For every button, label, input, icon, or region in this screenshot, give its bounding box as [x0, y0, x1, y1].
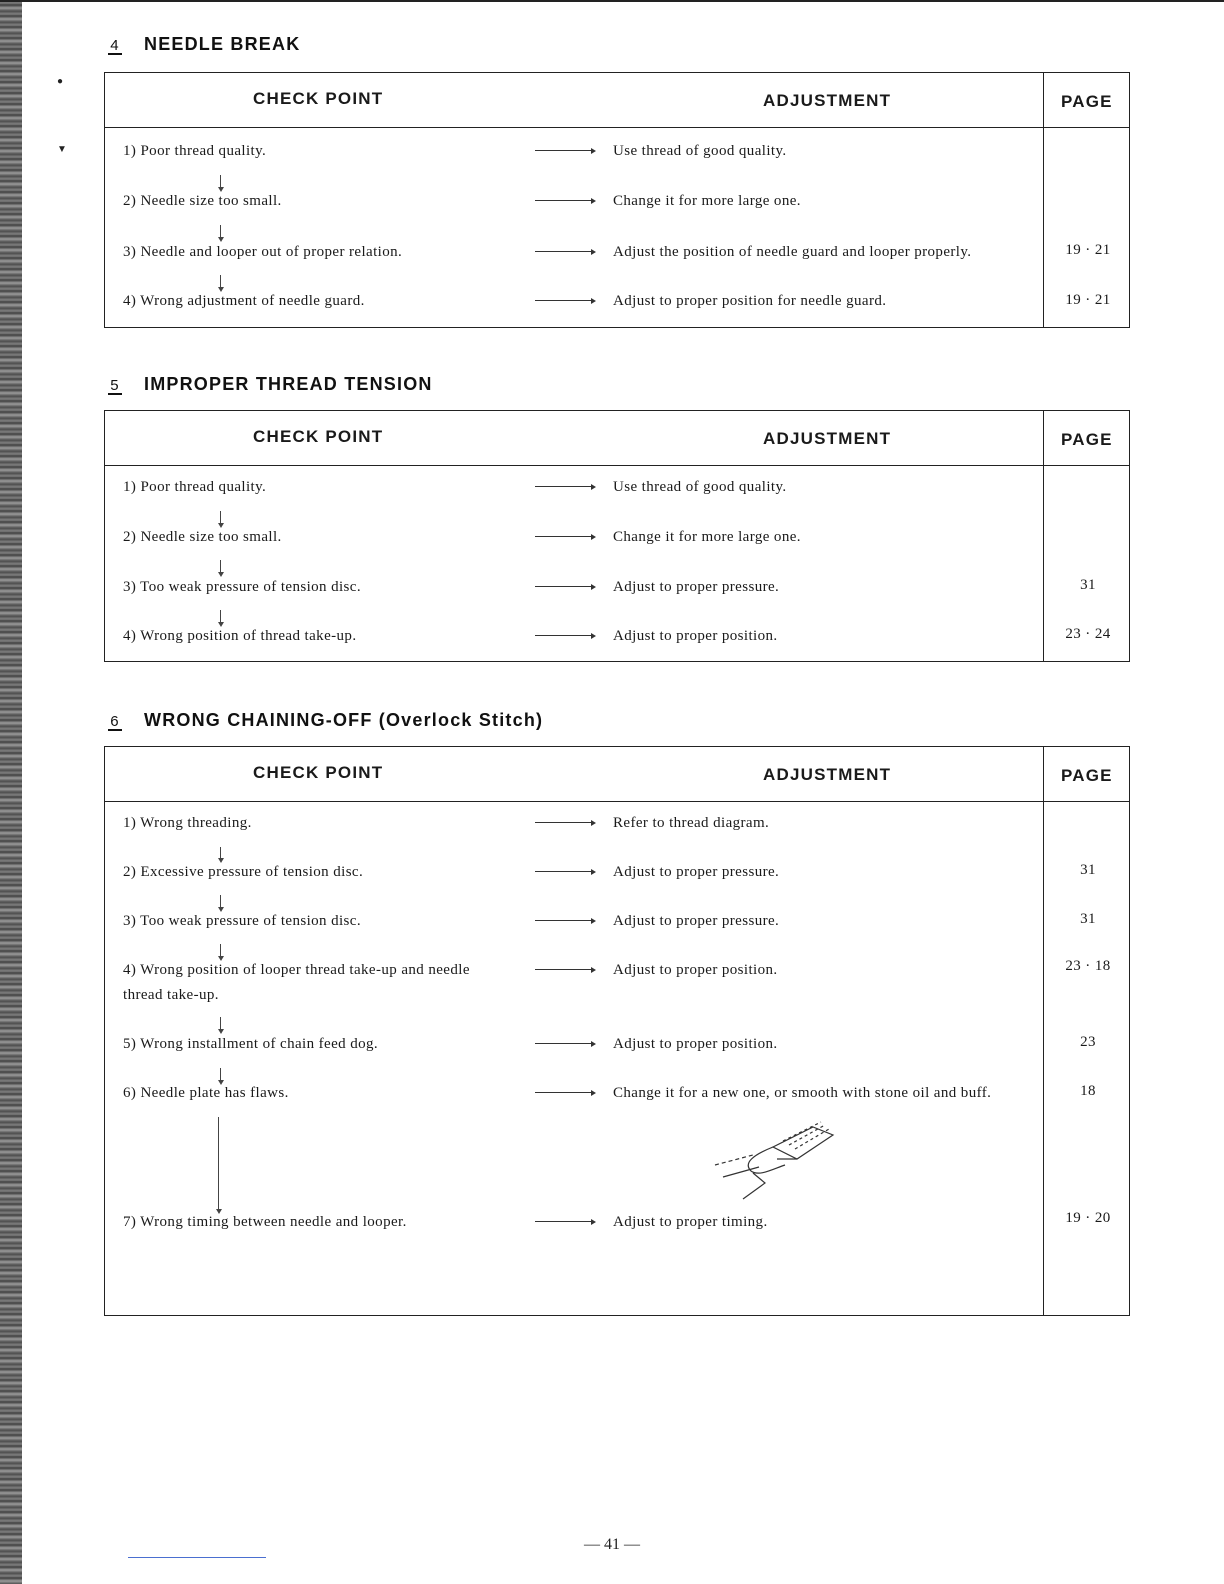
page-number: — 41 —: [584, 1536, 640, 1553]
arrow-down-icon: [220, 175, 221, 189]
header-page: PAGE: [1061, 92, 1113, 111]
arrow-right-icon: [535, 200, 593, 201]
arrow-right-icon: [535, 486, 593, 487]
arrow-right-icon: [535, 1043, 593, 1044]
margin-mark: ●: [57, 76, 64, 87]
page-column-divider: [1043, 73, 1044, 327]
adjustment-text: Use thread of good quality.: [613, 479, 787, 495]
page-ref: 23 · 24: [1065, 626, 1111, 642]
arrow-right-icon: [535, 969, 593, 970]
arrow-down-icon: [220, 275, 221, 289]
section-title-improper-thread-tension: [108, 374, 433, 395]
footer-rule: [128, 1557, 266, 1558]
section-number: 4: [108, 39, 122, 55]
scan-binding-edge: [0, 0, 22, 1584]
check-point-text: 3) Too weak pressure of tension disc.: [123, 579, 362, 595]
check-point-text: 1) Poor thread quality.: [123, 143, 267, 159]
arrow-down-icon: [220, 1068, 221, 1082]
adjustment-text: Adjust to proper position.: [613, 962, 778, 978]
section-title-text: WRONG CHAINING-OFF (Overlock Stitch): [144, 710, 544, 730]
page-ref: 23 · 18: [1065, 958, 1111, 974]
adjustment-text: Adjust to proper pressure.: [613, 579, 780, 595]
arrow-down-icon: [220, 225, 221, 239]
margin-mark: ▼: [57, 144, 67, 155]
adjustment-text: Change it for more large one.: [613, 529, 801, 545]
page-ref: 31: [1080, 862, 1096, 878]
page-ref: 19 · 21: [1065, 242, 1111, 258]
adjustment-text: Change it for more large one.: [613, 193, 801, 209]
arrow-right-icon: [535, 1221, 593, 1222]
check-point-text: 4) Wrong adjustment of needle guard.: [123, 293, 365, 309]
check-point-text: 7) Wrong timing between needle and looper.: [123, 1214, 407, 1230]
check-point-text: 3) Too weak pressure of tension disc.: [123, 913, 362, 929]
table-header: [105, 747, 1129, 802]
adjustment-text: Use thread of good quality.: [613, 143, 787, 159]
arrow-down-icon: [220, 610, 221, 624]
adjustment-text: Adjust to proper position for needle guard.: [613, 293, 887, 309]
adjustment-text: Adjust to proper pressure.: [613, 864, 780, 880]
adjustment-text: Adjust to proper pressure.: [613, 913, 780, 929]
arrow-down-icon: [220, 847, 221, 860]
check-point-text: 2) Needle size too small.: [123, 193, 282, 209]
page-top-border: [0, 0, 1224, 2]
table-improper-thread-tension: [104, 410, 1130, 662]
page-ref: 23: [1080, 1034, 1096, 1050]
arrow-right-icon: [535, 536, 593, 537]
arrow-right-icon: [535, 822, 593, 823]
header-page: PAGE: [1061, 430, 1113, 449]
adjustment-text: Adjust to proper timing.: [613, 1214, 768, 1230]
buffing-tool-illustration: [713, 1107, 843, 1207]
check-point-text: 1) Poor thread quality.: [123, 479, 267, 495]
table-header: [105, 73, 1129, 128]
arrow-right-icon: [535, 251, 593, 252]
page-column-divider: [1043, 411, 1044, 661]
table-header: [105, 411, 1129, 466]
table-needle-break: [104, 72, 1130, 328]
check-point-text: 3) Needle and looper out of proper relation.: [123, 244, 403, 260]
check-point-text: 1) Wrong threading.: [123, 815, 252, 831]
arrow-right-icon: [535, 1092, 593, 1093]
page-column-divider: [1043, 747, 1044, 1315]
adjustment-text: Adjust to proper position.: [613, 628, 778, 644]
arrow-down-icon: [220, 944, 221, 958]
arrow-down-icon: [220, 1017, 221, 1031]
header-check-point: CHECK POINT: [253, 763, 384, 782]
check-point-text: 6) Needle plate has flaws.: [123, 1085, 289, 1101]
check-point-text: 5) Wrong installment of chain feed dog.: [123, 1036, 379, 1052]
check-point-text: 4) Wrong position of thread take-up.: [123, 628, 357, 644]
arrow-right-icon: [535, 586, 593, 587]
section-number: 6: [108, 715, 122, 731]
section-title-text: IMPROPER THREAD TENSION: [144, 374, 433, 394]
arrow-right-icon: [535, 150, 593, 151]
page-ref: 31: [1080, 911, 1096, 927]
arrow-right-icon: [535, 300, 593, 301]
page-ref: 19 · 20: [1065, 1210, 1111, 1226]
arrow-down-icon: [220, 511, 221, 525]
arrow-down-icon: [220, 560, 221, 574]
adjustment-text: Refer to thread diagram.: [613, 815, 770, 831]
section-title-wrong-chaining-off: [108, 710, 543, 731]
arrow-right-icon: [535, 871, 593, 872]
adjustment-text: Adjust to proper position.: [613, 1036, 778, 1052]
arrow-right-icon: [535, 635, 593, 636]
check-point-text: 2) Needle size too small.: [123, 529, 282, 545]
section-number: 5: [108, 379, 122, 395]
header-page: PAGE: [1061, 766, 1113, 785]
header-check-point: CHECK POINT: [253, 89, 384, 108]
adjustment-text: Adjust the position of needle guard and looper properly.: [613, 244, 972, 260]
section-title-needle-break: [108, 34, 300, 55]
page-ref: 19 · 21: [1065, 292, 1111, 308]
header-adjustment: ADJUSTMENT: [763, 765, 892, 784]
header-adjustment: ADJUSTMENT: [763, 91, 892, 110]
page-ref: 31: [1080, 577, 1096, 593]
adjustment-text: Change it for a new one, or smooth with stone oil and buff.: [613, 1085, 992, 1101]
header-adjustment: ADJUSTMENT: [763, 429, 892, 448]
arrow-down-icon: [220, 895, 221, 909]
arrow-right-icon: [535, 920, 593, 921]
check-point-text: 4) Wrong position of looper thread take-up and needle thread take-up.: [123, 962, 470, 1003]
section-title-text: NEEDLE BREAK: [144, 34, 301, 54]
arrow-down-icon: [218, 1117, 219, 1211]
check-point-text: 2) Excessive pressure of tension disc.: [123, 864, 364, 880]
header-check-point: CHECK POINT: [253, 427, 384, 446]
table-wrong-chaining-off: [104, 746, 1130, 1316]
page-ref: 18: [1080, 1083, 1096, 1099]
